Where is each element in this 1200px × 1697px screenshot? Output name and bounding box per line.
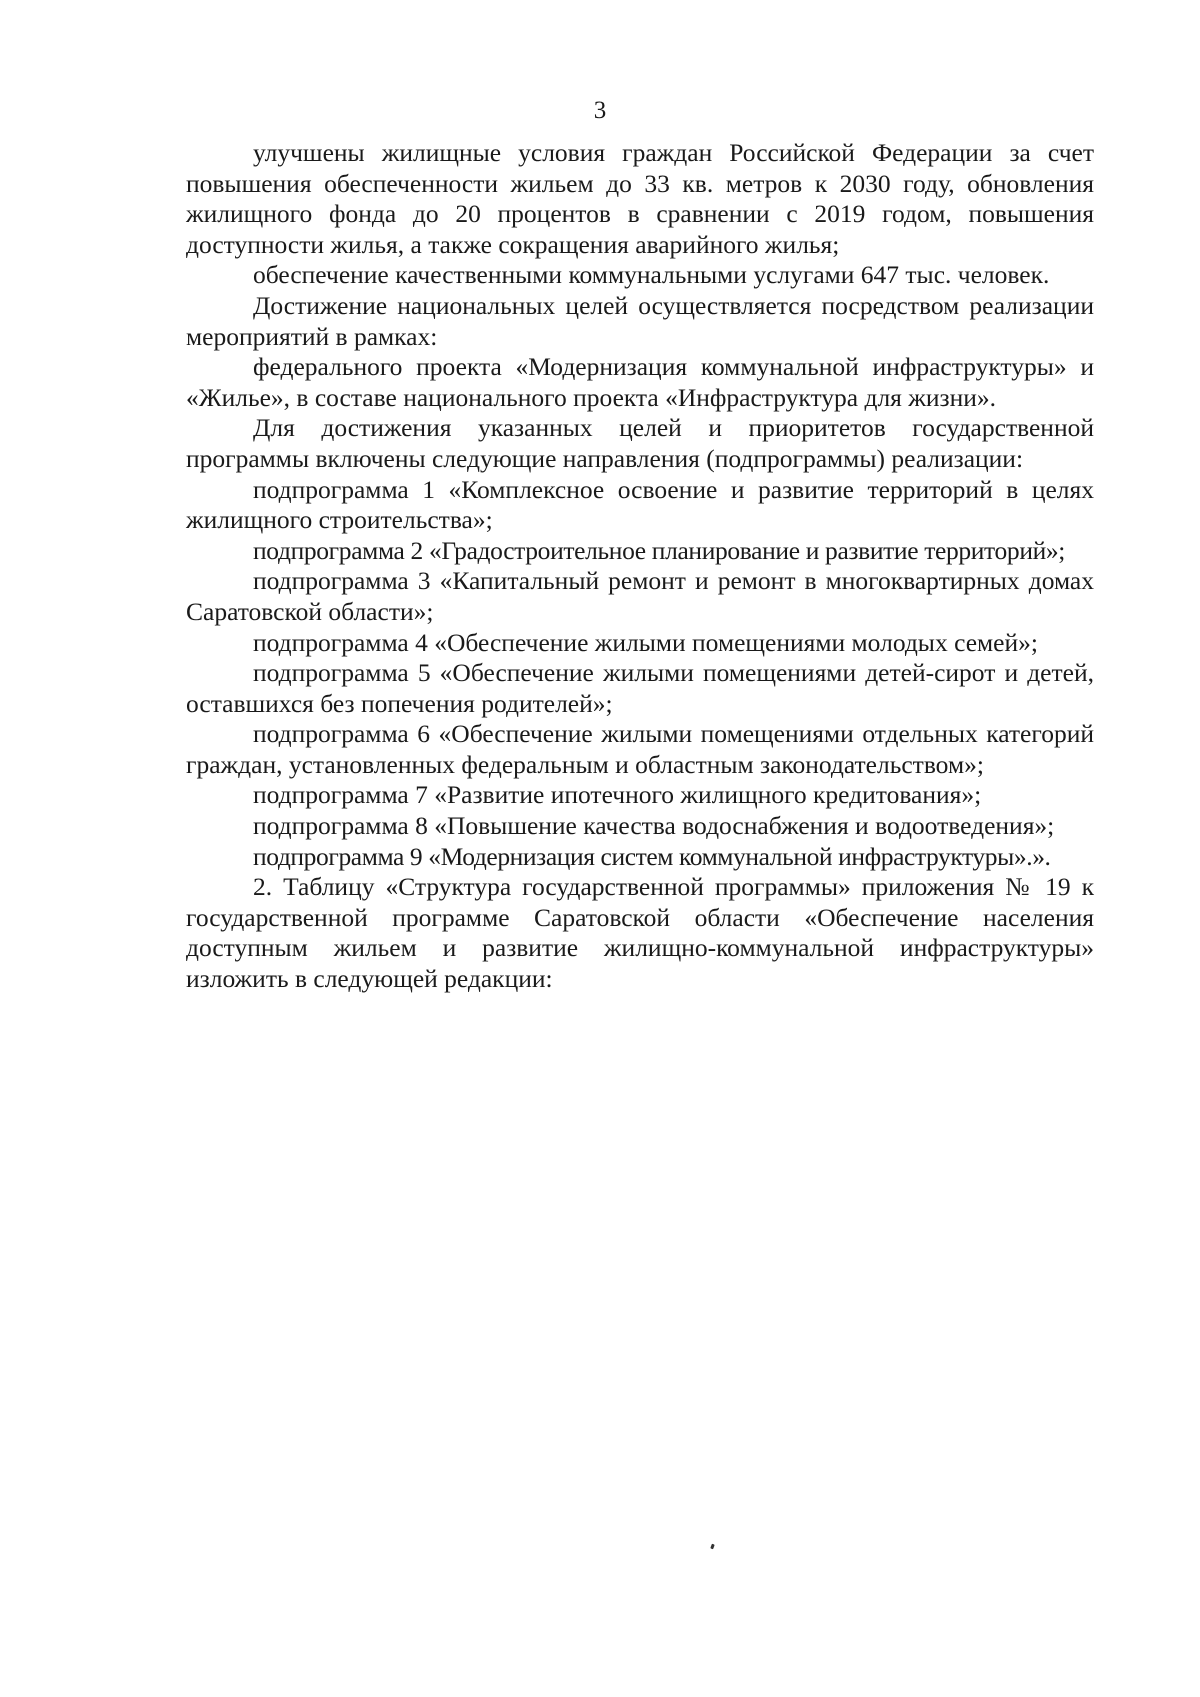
- subprogram-5: подпрограмма 5 «Обеспечение жилыми помещениями детей-сирот и детей, оставшихся без попечения родителей»;: [186, 658, 1094, 718]
- subprogram-1: подпрограмма 1 «Комплексное освоение и развитие территорий в целях жилищного строительства»;: [186, 474, 1094, 535]
- subprogram-9: подпрограмма 9 «Модернизация систем коммунальной инфраструктуры».».: [253, 841, 1051, 871]
- subprogram-3: подпрограмма 3 «Капитальный ремонт и ремонт в многоквартирных домах Саратовской области»;: [186, 566, 1094, 626]
- subprogram-4: подпрограмма 4 «Обеспечение жилыми помещениями молодых семей»;: [253, 627, 1038, 657]
- paragraph-housing-conditions: улучшены жилищные условия граждан Российской Федерации за счет повышения обеспеченности жильем до 33 кв. метров к 2030 году, обновления жилищного фонда до 20 процентов в сравнении с 2019 годом, повышения доступности жилья, а также сокращения аварийного жилья;: [186, 138, 1094, 259]
- page-number: 3: [593, 97, 607, 124]
- paragraph-federal-project: федерального проекта «Модернизация коммунальной инфраструктуры» и «Жилье», в составе национального проекта «Инфраструктура для жизни».: [186, 352, 1094, 412]
- paragraph-national-goals: Достижение национальных целей осуществляется посредством реализации мероприятий в рамках:: [186, 290, 1094, 351]
- subprogram-6: подпрограмма 6 «Обеспечение жилыми помещениями отдельных категорий граждан, установленных федеральным и областным законодательством»;: [186, 719, 1094, 779]
- subprogram-2: подпрограмма 2 «Градостроительное планирование и развитие территорий»;: [253, 535, 1066, 565]
- subprogram-8: подпрограмма 8 «Повышение качества водоснабжения и водоотведения»;: [253, 811, 1055, 841]
- subprogram-7: подпрограмма 7 «Развитие ипотечного жилищного кредитования»;: [253, 780, 982, 810]
- scan-speck: [710, 1544, 715, 1550]
- paragraph-table-amendment: 2. Таблицу «Структура государственной программы» приложения № 19 к государственной программе Саратовской области «Обеспечение населения доступным жильем и развитие жилищно-коммунальной инфраструктуры» изложить в следующей редакции:: [186, 872, 1094, 994]
- paragraph-communal-services: обеспечение качественными коммунальными услугами 647 тыс. человек.: [253, 260, 1050, 290]
- paragraph-directions: Для достижения указанных целей и приоритетов государственной программы включены следующие направления (подпрограммы) реализации:: [186, 413, 1094, 473]
- document-body: [186, 138, 1094, 995]
